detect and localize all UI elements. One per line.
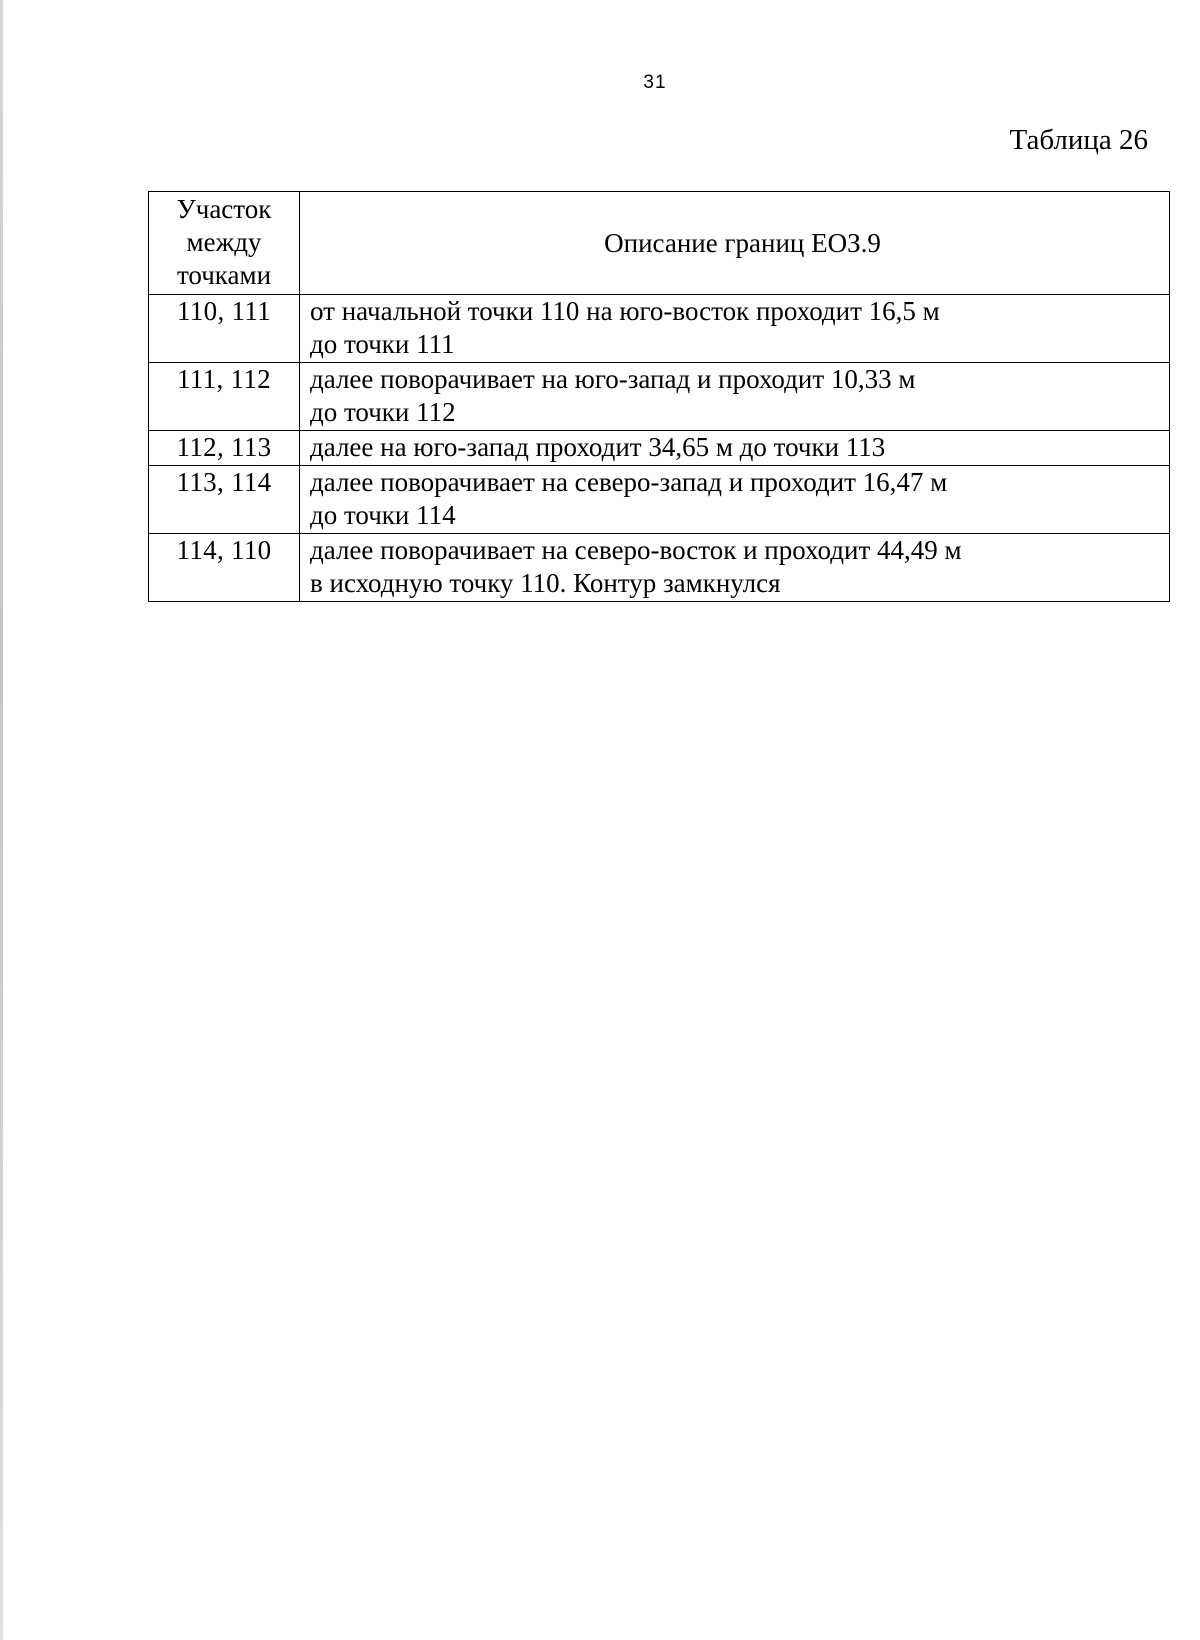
description-cell <box>300 431 1170 466</box>
description-line: до точки 114 <box>310 500 456 530</box>
description-cell <box>300 295 1170 363</box>
description-line: в исходную точку 110. Контур замкнулся <box>310 568 781 598</box>
table-label: Таблица 26 <box>1009 124 1148 156</box>
description-line: далее на юго-запад проходит 34,65 м до точки 113 <box>310 432 886 462</box>
segment-cell: 110, 111 <box>149 295 300 363</box>
segment-cell: 111, 112 <box>149 363 300 431</box>
description-line: до точки 111 <box>310 329 455 359</box>
description-line: далее поворачивает на юго-запад и проходит 10,33 м <box>310 364 916 394</box>
table-row <box>149 363 1170 431</box>
description-line: от начальной точки 110 на юго-восток проходит 16,5 м <box>310 296 940 326</box>
header-segment <box>149 192 300 295</box>
table-row <box>149 295 1170 363</box>
header-segment-line: между <box>186 227 262 257</box>
page-number: 31 <box>643 72 667 93</box>
header-segment-line: Участок <box>176 194 272 224</box>
segment-cell: 113, 114 <box>149 466 300 534</box>
table-body <box>149 295 1170 602</box>
boundary-table <box>148 191 1170 602</box>
table-row <box>149 534 1170 602</box>
table-row <box>149 466 1170 534</box>
header-segment-line: точками <box>176 260 272 290</box>
description-cell <box>300 466 1170 534</box>
table-header <box>149 192 1170 295</box>
description-cell <box>300 534 1170 602</box>
description-line: до точки 112 <box>310 397 456 427</box>
segment-cell: 112, 113 <box>149 431 300 466</box>
header-row <box>149 192 1170 295</box>
description-line: далее поворачивает на северо-запад и проходит 16,47 м <box>310 467 948 497</box>
description-line: далее поворачивает на северо-восток и проходит 44,49 м <box>310 535 962 565</box>
header-description: Описание границ ЕОЗ.9 <box>300 192 1170 295</box>
description-cell <box>300 363 1170 431</box>
segment-cell: 114, 110 <box>149 534 300 602</box>
table-row <box>149 431 1170 466</box>
scan-edge <box>0 0 3 1640</box>
